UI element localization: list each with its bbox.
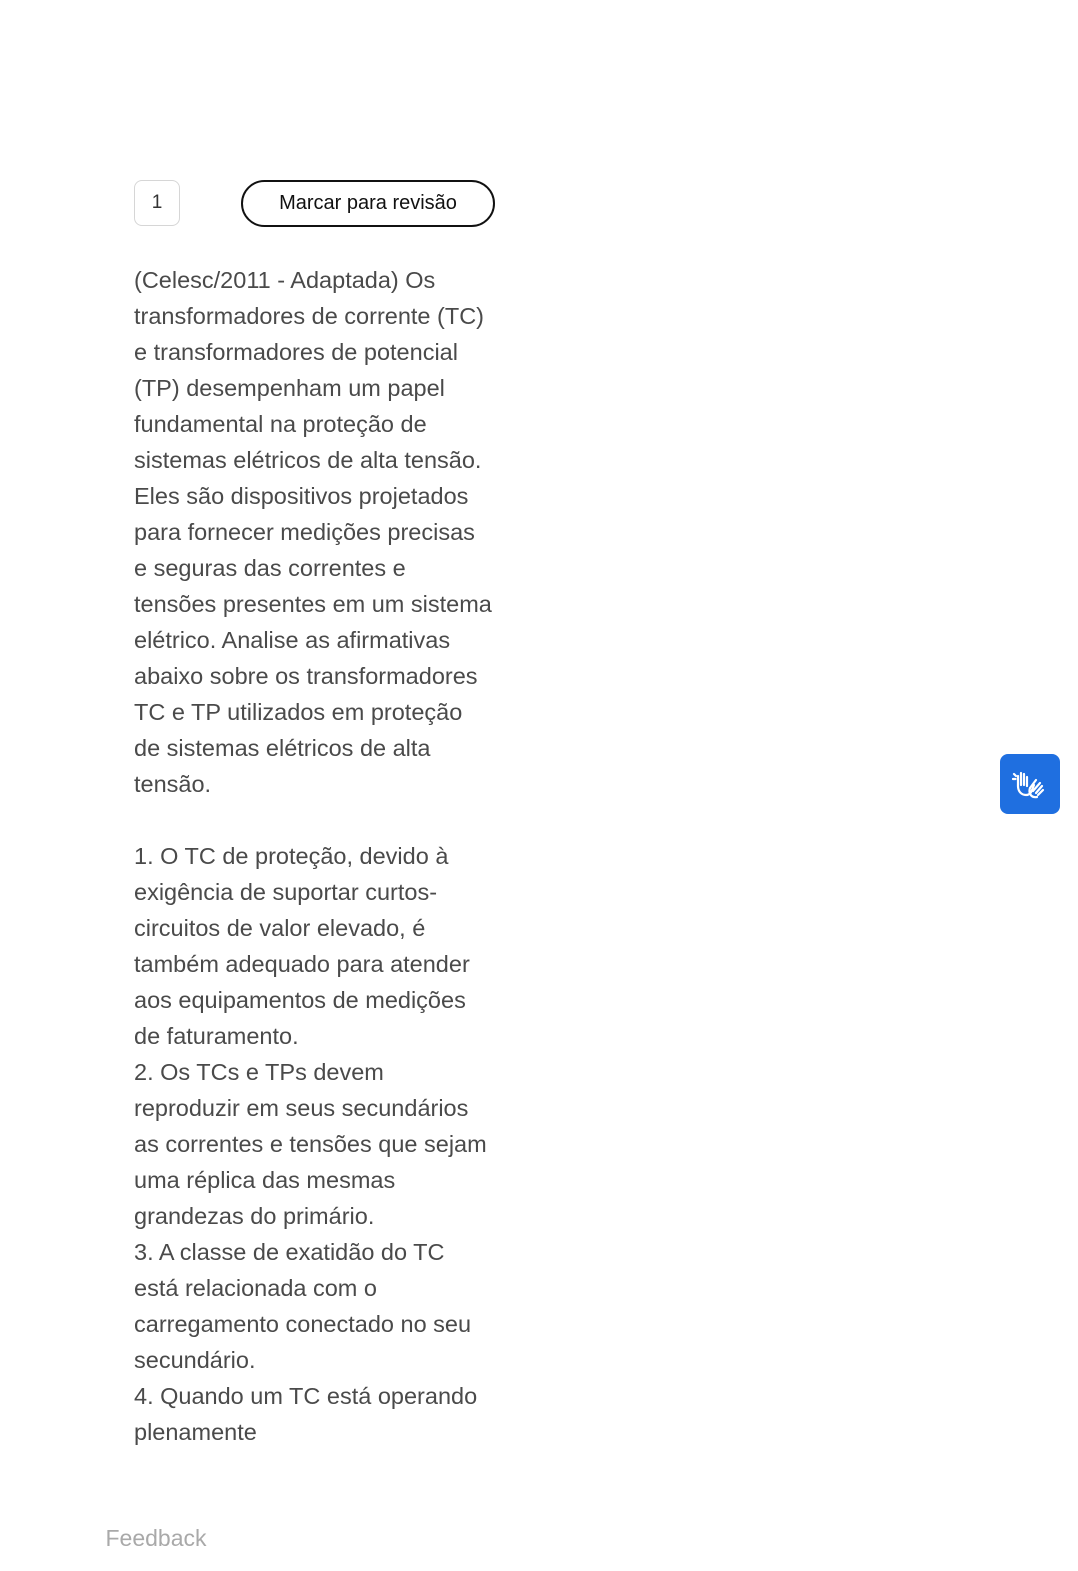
question-intro: (Celesc/2011 - Adaptada) Os transformadores de corrente (TC) e transformadores de potencial (TP) desempenham um papel fundamental na proteção de sistemas elétricos de alta tensão. Eles são dispositivos projetados para fornecer medições precisas e seguras das correntes e tensões presentes em um sistema elétrico. Analise as afirmativas abaixo sobre os transformadores TC e TP utilizados em proteção de sistemas elétricos de alta tensão.	[134, 267, 492, 797]
feedback-tab[interactable]: Feedback	[92, 1518, 220, 1558]
question-number-badge: 1	[134, 180, 180, 226]
question-header	[134, 180, 496, 228]
question-statement	[134, 262, 494, 1450]
statement-3: 3. A classe de exatidão do TC está relacionada com o carregamento conectado no seu secundário.	[134, 1239, 472, 1373]
mark-for-review-button[interactable]: Marcar para revisão	[241, 180, 495, 227]
libras-accessibility-button[interactable]	[1000, 754, 1060, 814]
statement-1: 1. O TC de proteção, devido à exigência de suportar curtos-circuitos de valor elevado, é também adequado para atender aos equipamentos de medições de faturamento.	[134, 843, 470, 1049]
statement-2: 2. Os TCs e TPs devem reproduzir em seus secundários as correntes e tensões que sejam uma réplica das mesmas grandezas do primário.	[134, 1059, 487, 1229]
statement-4: 4. Quando um TC está operando plenamente	[134, 1383, 478, 1445]
sign-language-hands-icon	[1010, 764, 1050, 804]
paragraph-spacer	[134, 802, 494, 838]
